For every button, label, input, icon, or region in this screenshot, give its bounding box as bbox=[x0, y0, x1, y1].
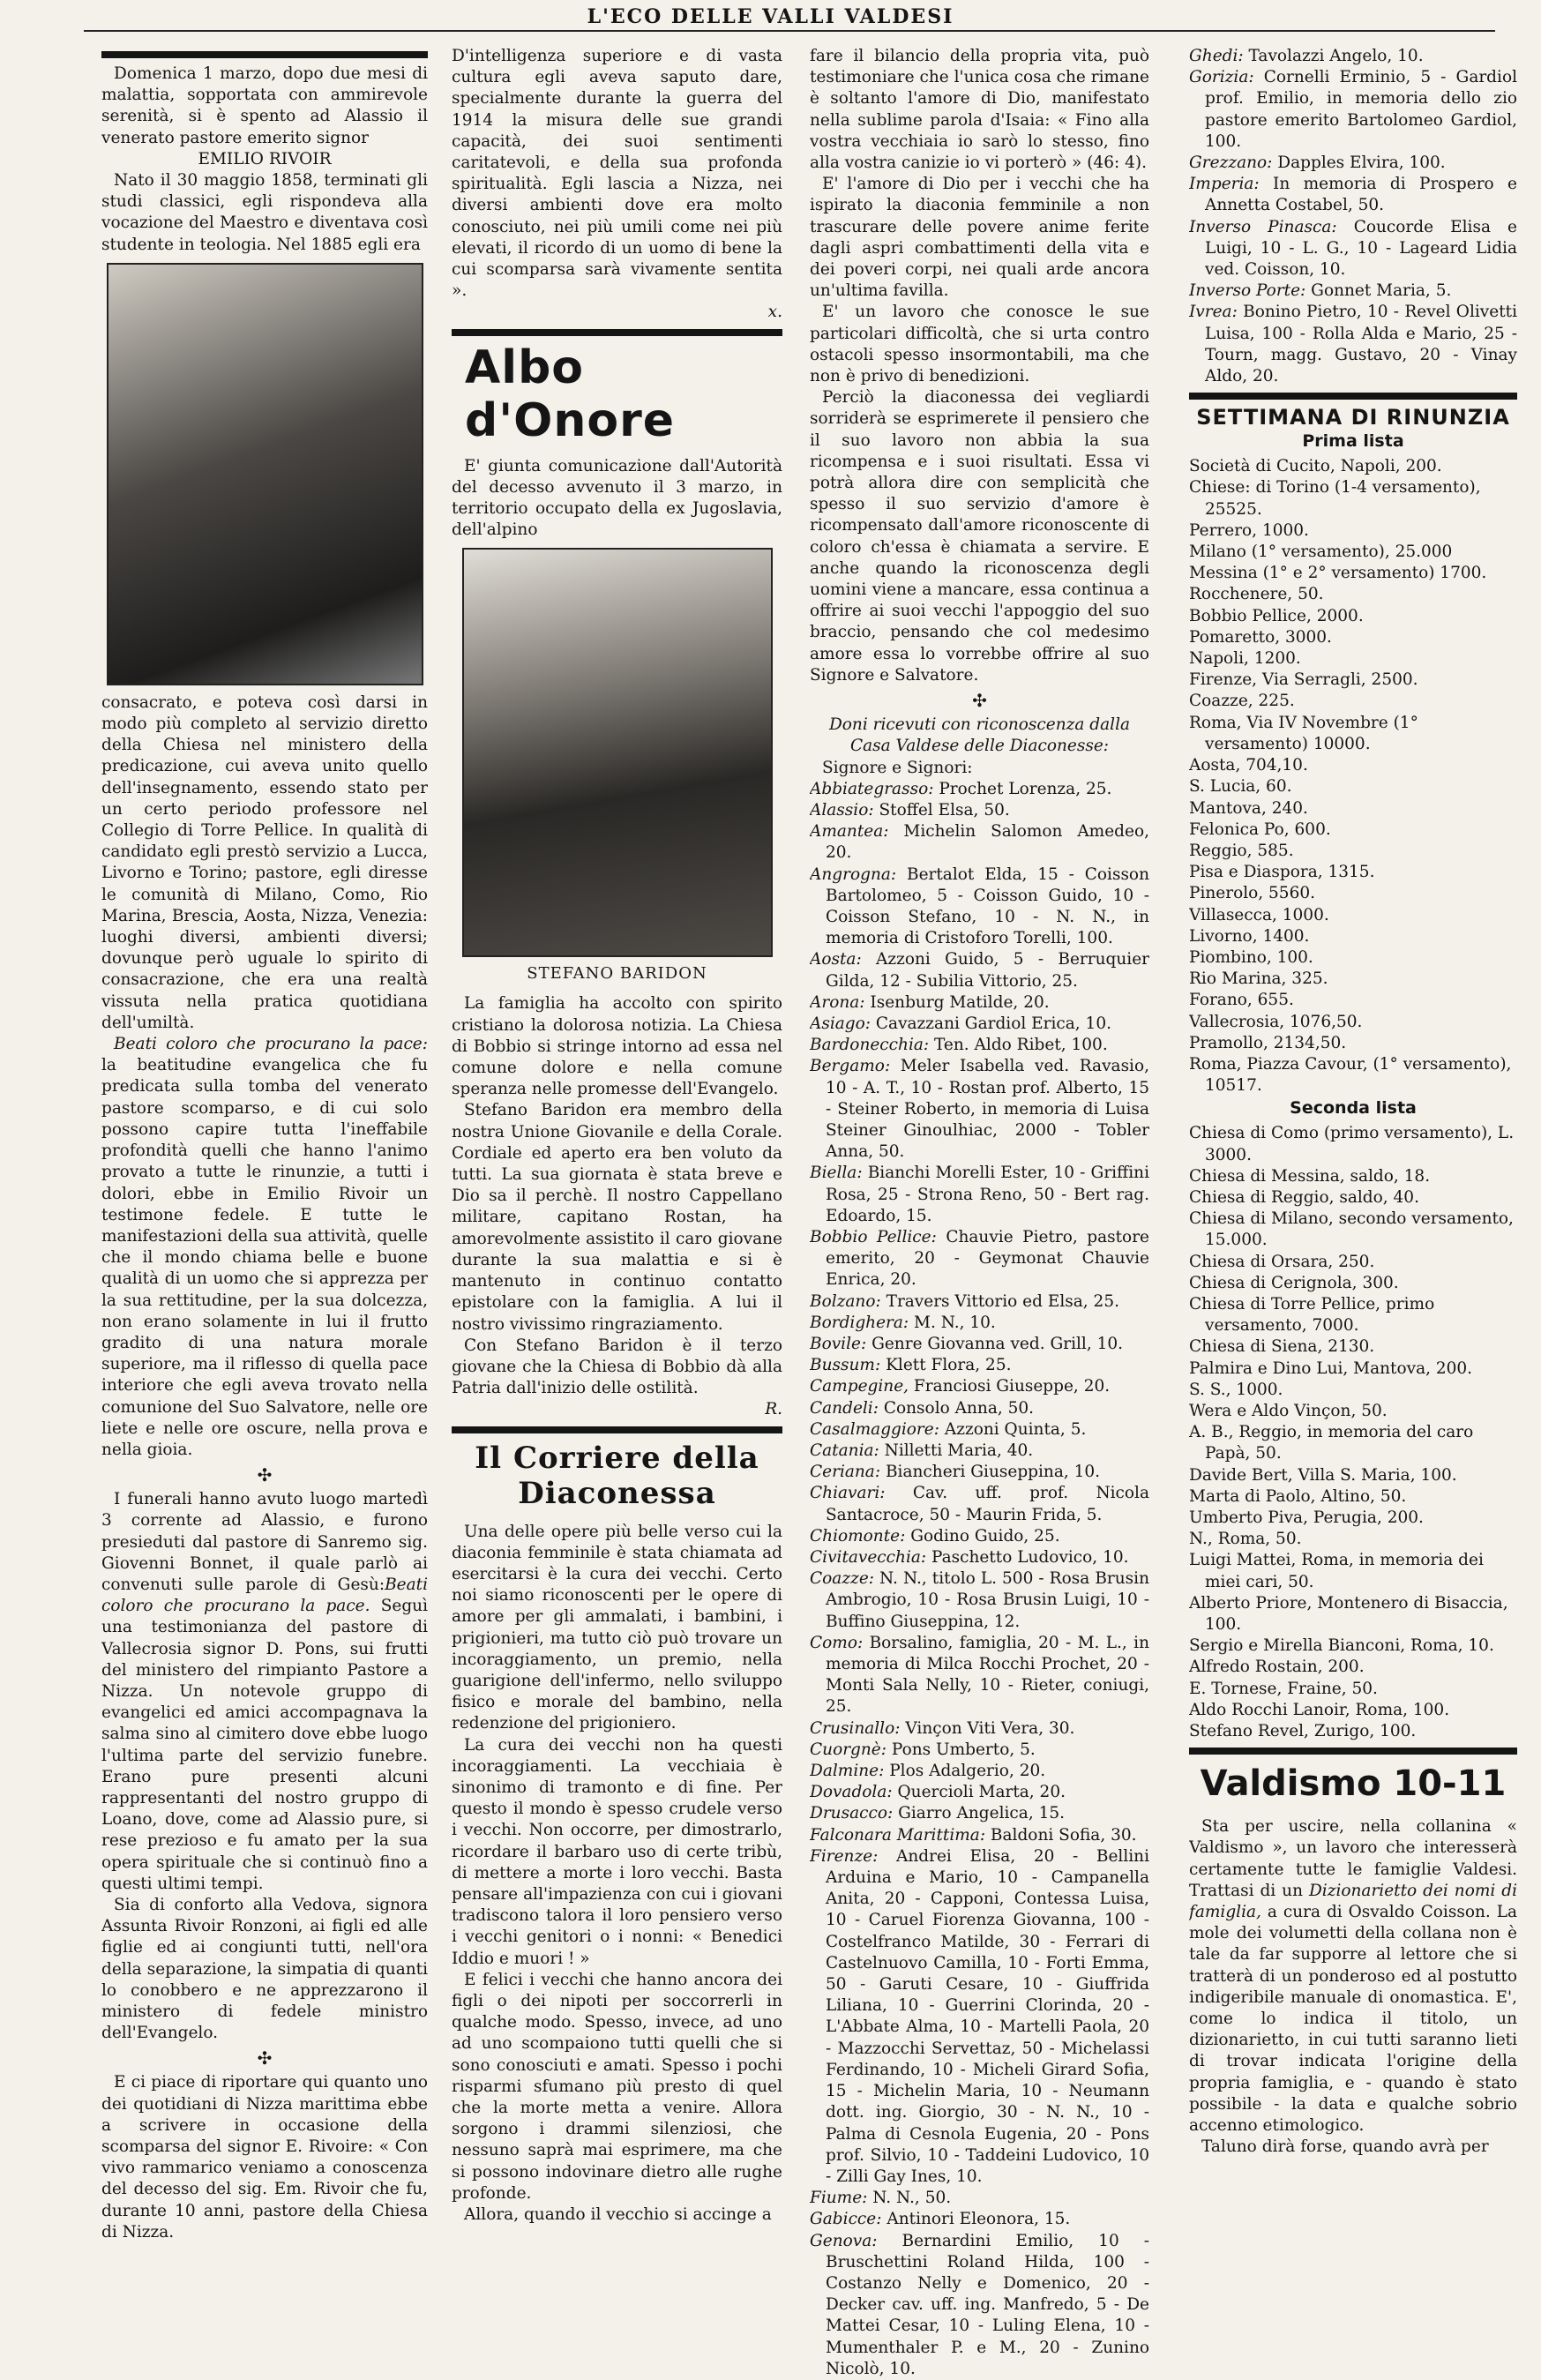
donation-entry bbox=[810, 2188, 1149, 2209]
list-item: Chiesa di Torre Pellice, primo versamento, 7000. bbox=[1189, 1294, 1435, 1336]
obituary-p4 bbox=[101, 1489, 428, 1895]
donation-entry bbox=[1189, 302, 1517, 387]
donation-location: Dovadola: bbox=[810, 1783, 893, 1802]
donation-donors: Michelin Salomon Amedeo, 20. bbox=[826, 822, 1149, 863]
list-item: N., Roma, 50. bbox=[1189, 1530, 1302, 1549]
donations-list-continued bbox=[1189, 46, 1517, 387]
donation-location: Genova: bbox=[810, 2231, 878, 2250]
donation-entry bbox=[810, 1740, 1149, 1761]
list-item: Reggio, 585. bbox=[1189, 841, 1294, 860]
donation-entry bbox=[810, 779, 1149, 800]
donation-entry bbox=[810, 1462, 1149, 1483]
obituary-p3 bbox=[101, 1034, 428, 1461]
donation-donors: Coucorde Elisa e Luigi, 10 - L. G., 10 - Lageard Lidia ved. Coisson, 10. bbox=[1205, 217, 1517, 280]
donation-location: Inverso Porte: bbox=[1189, 281, 1306, 301]
donation-donors: N. N., titolo L. 500 - Rosa Brusin Ambrogio, 10 - Rosa Brusin Luigi, 10 - Buffino Giuseppina, 12. bbox=[826, 1569, 1149, 1631]
list-item: Marta di Paolo, Altino, 50. bbox=[1189, 1486, 1407, 1506]
donation-donors: Bertalot Elda, 15 - Coisson Bartolomeo, 5 - Coisson Guido, 10 - Coisson Stefano, 10 - N. N., in memoria di Cristoforo Torelli, 100. bbox=[826, 864, 1149, 948]
donation-entry bbox=[810, 1419, 1149, 1441]
donation-entry bbox=[810, 1825, 1149, 1846]
donation-donors: Bianchi Morelli Ester, 10 - Griffini Rosa, 25 - Strona Reno, 50 - Bert rag. Edoardo, 15. bbox=[826, 1164, 1149, 1225]
list-item: Aldo Rocchi Lanoir, Roma, 100. bbox=[1189, 1700, 1450, 1719]
donation-donors: Baldoni Sofia, 30. bbox=[985, 1825, 1137, 1845]
column-1 bbox=[101, 46, 428, 2243]
signature-r: R. bbox=[765, 1400, 782, 1419]
donation-location: Drusacco: bbox=[810, 1804, 894, 1823]
corriere-p4: Allora, quando il vecchio si accinge a bbox=[464, 2205, 772, 2225]
column-2 bbox=[452, 46, 782, 2226]
donation-entry bbox=[810, 1376, 1149, 1397]
donation-entry bbox=[810, 1398, 1149, 1419]
settimana-title: SETTIMANA DI RINUNZIA bbox=[1196, 405, 1510, 430]
donation-donors: Chauvie Pietro, pastore emerito, 20 - Geymonat Chauvie Enrica, 20. bbox=[826, 1227, 1149, 1290]
donation-donors: Azzoni Quinta, 5. bbox=[939, 1419, 1087, 1439]
donation-location: Ceriana: bbox=[810, 1463, 881, 1482]
donation-donors: Antinori Eleonora, 15. bbox=[881, 2210, 1071, 2229]
obituary-p6: E ci piace di riportare qui quanto uno dei quotidiani di Nizza marittima ebbe a scrivere in occasione della scomparsa del signor E. Rivoire: « Con vivo rammarico veniamo a conoscenza del decesso del sig. Em. Rivoir che fu, durante 10 anni, pastore della Chiesa di Nizza. bbox=[101, 2073, 428, 2242]
list-item: E. Tornese, Fraine, 50. bbox=[1189, 1679, 1378, 1698]
donation-donors: Genre Giovanna ved. Grill, 10. bbox=[866, 1334, 1124, 1353]
section-rule bbox=[452, 1426, 782, 1433]
donation-location: Ivrea: bbox=[1189, 303, 1238, 322]
list-item: Chiesa di Messina, saldo, 18. bbox=[1189, 1166, 1431, 1186]
donation-entry bbox=[810, 2209, 1149, 2230]
donation-donors: Dapples Elvira, 100. bbox=[1272, 153, 1446, 173]
soldier-photo bbox=[462, 548, 773, 957]
list-item: Napoli, 1200. bbox=[1189, 649, 1301, 669]
obituary-p5: Sia di conforto alla Vedova, signora Assunta Rivoir Ronzoni, ai figli ed alle figlie ed ai congiunti tutti, nell'ora della separazione, la simpatia di quanti lo conobbero e ne apprezzarono il ministero di fedele ministro dell'Evangelo. bbox=[101, 1896, 428, 2043]
corriere-p8: Perciò la diaconessa dei vegliardi sorriderà se esprimerete il pensiero che il suo lavoro non abbia la sua ricompensa e i suoi risultati. Essa vi potrà allora dire con semplicità che spesso il suo servizio d'amore è ricompensato dall'amore riconoscente di coloro ch'essa è chiamata a servire. E anche quando la riconoscenza degli uomini viene a mancare, essa continua a offrire ai suoi vecchi l'appoggio del suo braccio, pensando che col medesimo amore essa lo vorrebbe offrire al suo Signore e Salvatore. bbox=[810, 388, 1149, 685]
donation-location: Angrogna: bbox=[810, 864, 897, 884]
list-item: Roma, Piazza Cavour, (1° versamento), 10517. bbox=[1189, 1054, 1512, 1096]
donation-donors: Azzoni Guido, 5 - Berruquier Gilda, 12 - Subilia Vittorio, 25. bbox=[826, 950, 1149, 991]
list-item: Chiesa di Orsara, 250. bbox=[1189, 1252, 1375, 1271]
column-3 bbox=[810, 46, 1149, 2380]
donation-donors: Tavolazzi Angelo, 10. bbox=[1243, 47, 1424, 65]
donation-donors: Ten. Aldo Ribet, 100. bbox=[929, 1036, 1108, 1055]
albo-p2: La famiglia ha accolto con spirito cristiano la dolorosa notizia. La Chiesa di Bobbio si stringe intorno ad essa nel comune dolore e nella comune speranza nelle promesse dell'Evangelo. bbox=[452, 994, 782, 1099]
list-item: Piombino, 100. bbox=[1189, 947, 1313, 967]
list-item: Felonica Po, 600. bbox=[1189, 820, 1331, 839]
donation-location: Gorizia: bbox=[1189, 68, 1254, 87]
donation-location: Crusinallo: bbox=[810, 1718, 901, 1738]
list-item: Rocchenere, 50. bbox=[1189, 585, 1324, 604]
corriere-p7: E' un lavoro che conosce le sue particolari difficoltà, che si urta contro ostacoli spesso insormontabili, ma che non è privo di benedizioni. bbox=[810, 303, 1149, 386]
donation-location: Cuorgnè: bbox=[810, 1740, 886, 1759]
prima-lista bbox=[1189, 456, 1517, 1096]
donation-location: Bolzano: bbox=[810, 1291, 881, 1311]
donation-location: Bordighera: bbox=[810, 1313, 909, 1332]
donation-location: Abbiategrasso: bbox=[810, 779, 934, 798]
list-item: Mantova, 240. bbox=[1189, 798, 1308, 818]
corriere-p6: E' l'amore di Dio per i vecchi che ha ispirato la diaconia femminile a non trascurare delle povere anime ferite dagli aspri combattimenti della vita e dei poveri corpi, nei quali arde ancora un'ultima favilla. bbox=[810, 175, 1149, 301]
donation-entry bbox=[1189, 67, 1517, 153]
donation-location: Chiavari: bbox=[810, 1484, 886, 1503]
donation-donors: Godino Guido, 25. bbox=[905, 1526, 1060, 1546]
donation-location: Bussum: bbox=[810, 1356, 881, 1375]
obituary-p7: D'intelligenza superiore e di vasta cultura egli aveva saputo dare, specialmente durante la guerra del 1914 la misura delle sue grandi capacità, dei suoi sentimenti caritatevoli, e della sua profonda spiritualità. Egli lascia a Nizza, nei diversi ambienti dove era molto conosciuto, nei più umili come nei più elevati, il ricordo di un uomo di bene la cui scomparsa sarà vivamente sentita ». bbox=[452, 47, 782, 301]
section-rule bbox=[452, 329, 782, 336]
section-rule bbox=[1189, 1748, 1517, 1755]
obituary-p4-italic: Beati coloro che procurano la pace. bbox=[101, 1575, 428, 1616]
donation-entry bbox=[810, 1313, 1149, 1334]
donation-entry bbox=[810, 1355, 1149, 1376]
donation-location: Falconara Marittima: bbox=[810, 1825, 986, 1845]
donation-donors: N. N., 50. bbox=[867, 2189, 952, 2208]
donation-donors: In memoria di Prospero e Annetta Costabel, 50. bbox=[1205, 175, 1517, 215]
donations-list bbox=[810, 779, 1149, 2380]
list-item: Chiese: di Torino (1-4 versamento), 25525. bbox=[1189, 478, 1481, 519]
list-item: Davide Bert, Villa S. Maria, 100. bbox=[1189, 1465, 1457, 1485]
cross-icon: ✣ bbox=[257, 1464, 273, 1486]
donation-donors: Plos Adalgerio, 20. bbox=[884, 1762, 1046, 1781]
donation-location: Gabicce: bbox=[810, 2210, 882, 2229]
list-item: Pomaretto, 3000. bbox=[1189, 627, 1332, 647]
list-item: Chiesa di Siena, 2130. bbox=[1189, 1337, 1375, 1357]
masthead: L'ECO DELLE VALLI VALDESI bbox=[587, 5, 954, 28]
list-item: Forano, 655. bbox=[1189, 991, 1294, 1010]
donation-entry bbox=[810, 1056, 1149, 1163]
doni-heading: Doni ricevuti con riconoscenza dalla Casa Valdese delle Diaconesse: bbox=[828, 715, 1131, 756]
donation-donors: Franciosi Giuseppe, 20. bbox=[909, 1377, 1111, 1396]
donation-donors: Andrei Elisa, 20 - Bellini Arduina e Mario, 10 - Campanella Anita, 20 - Capponi, Contessa Luisa, 10 - Caruel Fiorenza Giovanna, 100 - Costelfranco Matilde, 30 - Ferrari di Castelnuovo Camilla, 10 - Forti Emma, 50 - Garuti Cesare, 10 - Giuffrida Liliana, 10 - Guerrini Clorinda, 20 - L'Abbate Alma, 10 - Martelli Paola, 20 - Mazzocchi Servettaz, 50 - Michelassi Ferdinando, 10 - Micheli Girard Sofia, 15 - Michelin Maria, 10 - Neumann dott. ing. Giorgio, 30 - N. N., 10 - Palma di Cesnola Eugenia, 20 - Pons prof. Silvio, 10 - Taddeini Ludovico, 10 - Zilli Gay Ines, 10. bbox=[826, 1846, 1149, 2186]
donation-entry bbox=[1189, 217, 1517, 281]
list-item: Alberto Priore, Montenero di Bisaccia, 100. bbox=[1189, 1593, 1508, 1635]
donation-donors: Klett Flora, 25. bbox=[880, 1356, 1012, 1375]
corriere-title: Il Corriere della Diaconessa bbox=[475, 1440, 759, 1511]
donation-entry bbox=[1189, 174, 1517, 216]
list-item: Chiesa di Milano, secondo versamento, 15.000. bbox=[1189, 1209, 1514, 1250]
donation-donors: Prochet Lorenza, 25. bbox=[933, 779, 1112, 798]
valdismo-p1a: Sta per uscire, nella collanina « Valdismo », un lavoro che interesserà certamente tutte le famiglie Valdesi. Trattasi di un bbox=[1189, 1817, 1517, 1900]
list-item: Chiesa di Como (primo versamento), L. 3000. bbox=[1189, 1124, 1515, 1164]
donation-entry bbox=[810, 1035, 1149, 1056]
donation-entry bbox=[810, 1334, 1149, 1355]
donation-donors: Gonnet Maria, 5. bbox=[1305, 281, 1452, 301]
donation-entry bbox=[810, 1568, 1149, 1633]
donation-location: Fiume: bbox=[810, 2189, 868, 2208]
list-item: Perrero, 1000. bbox=[1189, 520, 1309, 540]
signature-x: x. bbox=[767, 303, 782, 322]
donation-donors: Quercioli Marta, 20. bbox=[892, 1783, 1066, 1802]
obituary-p1: Nato il 30 maggio 1858, terminati gli studi classici, egli rispondeva alla vocazione del Maestro e diventava così studente in teologia. Nel 1885 egli era bbox=[101, 171, 428, 254]
list-item: Sergio e Mirella Bianconi, Roma, 10. bbox=[1189, 1636, 1494, 1656]
donation-donors: Stoffel Elsa, 50. bbox=[873, 800, 1010, 820]
list-item: Stefano Revel, Zurigo, 100. bbox=[1189, 1722, 1417, 1741]
list-item: Società di Cucito, Napoli, 200. bbox=[1189, 457, 1442, 476]
list-item: Roma, Via IV Novembre (1° versamento) 10000. bbox=[1189, 713, 1418, 753]
list-item: Pisa e Diaspora, 1315. bbox=[1189, 863, 1375, 882]
donation-location: Como: bbox=[810, 1633, 864, 1652]
list-item: Chiesa di Reggio, saldo, 40. bbox=[1189, 1187, 1419, 1207]
donation-entry bbox=[1189, 281, 1517, 302]
donation-location: Inverso Pinasca: bbox=[1189, 217, 1337, 236]
list-item: Pinerolo, 5560. bbox=[1189, 884, 1315, 903]
albo-onore-title: Albo d'Onore bbox=[465, 341, 676, 447]
photo-caption: STEFANO BARIDON bbox=[527, 964, 707, 984]
donation-donors: Pons Umberto, 5. bbox=[886, 1740, 1036, 1759]
donation-entry bbox=[810, 864, 1149, 950]
donation-entry bbox=[810, 821, 1149, 864]
list-item: Coazze, 225. bbox=[1189, 692, 1295, 711]
obituary-name: EMILIO RIVOIR bbox=[198, 149, 332, 168]
donation-entry bbox=[1189, 153, 1517, 174]
donation-location: Casalmaggiore: bbox=[810, 1419, 939, 1439]
donation-location: Asiago: bbox=[810, 1014, 871, 1033]
valdismo-p1b: a cura di Osvaldo Coisson. La mole dei volumetti della collana non è tale da far supporre al lettore che si tratterà di un ponderoso ed al postutto indigeribile manuale di onomastica. E', come lo indica il titolo, un dizionarietto, in cui tutti saranno lieti di trovar indicata l'origine della propria famiglia, e - quando è stato possibile - la data e qualche sobrio accenno etimologico. bbox=[1189, 1903, 1517, 2136]
seconda-lista-title: Seconda lista bbox=[1290, 1098, 1417, 1119]
donation-entry bbox=[810, 1014, 1149, 1035]
cross-icon: ✣ bbox=[257, 2047, 273, 2069]
list-item: Palmira e Dino Lui, Mantova, 200. bbox=[1189, 1358, 1473, 1378]
section-rule bbox=[1189, 393, 1517, 400]
list-item: Milano (1° versamento), 25.000 bbox=[1189, 543, 1453, 562]
column-4 bbox=[1189, 46, 1517, 2158]
list-item: Bobbio Pellice, 2000. bbox=[1189, 606, 1364, 625]
section-rule bbox=[101, 51, 428, 58]
list-item: S. Lucia, 60. bbox=[1189, 777, 1292, 797]
obituary-p3-text: la beatitudine evangelica che fu predicata sulla tomba del venerato pastore scomparso, e di cui solo possono capire tutta l'ineffabile profondità quelli che hanno l'animo provato a tutte le rinunzie, a tutti i dolori, ebbe in Emilio Rivoir un testimone fedele. E tutte le manifestazioni della sua attività, quelle che il mondo chiama belle e buone qualità di un uomo che si apprezza per la sua rettitudine, per la sua dolcezza, non erano solamente in lui il frutto gradito di una natura morale superiore, ma il riflesso di quella pace interiore che egli aveva trovato nella comunione del Suo Salvatore, nelle ore liete e nelle ore oscure, nella prova e nella gioia. bbox=[101, 1056, 428, 1459]
obituary-p2: consacrato, e poteva così darsi in modo più completo al servizio diretto della Chiesa nel ministero della predicazione, cui aveva unito quello dell'insegnamento, essendo stato per un certo periodo professore nel Collegio di Torre Pellice. In qualità di candidato egli prestò servizio a Lucca, Livorno e Torino; pastore, egli diresse le comunità di Milano, Como, Rio Marina, Brescia, Aosta, Nizza, Venezia: luoghi diversi, ambienti diversi; dovunque però uguale lo spirito di consacrazione, che era una realtà vissuta nella pratica quotidiana dell'umiltà. bbox=[101, 692, 428, 1032]
donation-donors: Nilletti Maria, 40. bbox=[879, 1441, 1034, 1460]
list-item: Pramollo, 2134,50. bbox=[1189, 1033, 1347, 1052]
donation-location: Bardonecchia: bbox=[810, 1036, 930, 1055]
list-item: Firenze, Via Serragli, 2500. bbox=[1189, 670, 1418, 690]
valdismo-title: Valdismo 10-11 bbox=[1200, 1763, 1507, 1805]
donation-location: Aosta: bbox=[810, 950, 862, 969]
donation-donors: Biancheri Giuseppina, 10. bbox=[880, 1463, 1101, 1482]
donation-entry bbox=[1189, 46, 1517, 67]
donation-location: Bergamo: bbox=[810, 1057, 891, 1076]
albo-p3: Stefano Baridon era membro della nostra Unione Giovanile e della Corale. Cordiale ed aperto era ben voluto da tutti. La sua giornata è stata breve e Dio sa il perchè. Il nostro Cappellano militare, capitano Rostan, ha amorevolmente assistito il caro giovane durante la sua malattia e si è mantenuto in continuo contatto epistolare con la famiglia. A lui il nostro vivissimo ringraziamento. bbox=[452, 1101, 782, 1334]
donation-donors: Consolo Anna, 50. bbox=[878, 1398, 1035, 1418]
donation-location: Dalmine: bbox=[810, 1762, 885, 1781]
donation-location: Ghedi: bbox=[1189, 47, 1244, 65]
donation-entry bbox=[810, 949, 1149, 992]
donation-donors: Giarro Angelica, 15. bbox=[893, 1804, 1066, 1823]
cross-icon: ✣ bbox=[972, 690, 987, 712]
albo-intro: E' giunta comunicazione dall'Autorità del decesso avvenuto il 3 marzo, in territorio occupato della ex Jugoslavia, dell'alpino bbox=[452, 456, 782, 540]
signori-label: Signore e Signori: bbox=[822, 758, 973, 777]
obituary-p3-italic: Beati coloro che procurano la pace: bbox=[114, 1035, 428, 1054]
donation-donors: Isenburg Matilde, 20. bbox=[864, 992, 1050, 1012]
donation-location: Arona: bbox=[810, 992, 865, 1012]
portrait-photo bbox=[107, 263, 423, 685]
list-item: Vallecrosia, 1076,50. bbox=[1189, 1012, 1363, 1031]
albo-p4: Con Stefano Baridon è il terzo giovane che la Chiesa di Bobbio dà alla Patria dall'inizio delle ostilità. bbox=[452, 1336, 782, 1398]
seconda-lista bbox=[1189, 1123, 1517, 1742]
donation-donors: Cornelli Erminio, 5 - Gardiol prof. Emilio, in memoria dello zio pastore emerito Bartolomeo Gardiol, 100. bbox=[1205, 68, 1517, 151]
donation-donors: Vinçon Viti Vera, 30. bbox=[900, 1718, 1075, 1738]
valdismo-p2: Taluno dirà forse, quando avrà per bbox=[1201, 2137, 1489, 2157]
list-item: Livorno, 1400. bbox=[1189, 926, 1310, 946]
donation-entry bbox=[810, 1633, 1149, 1718]
donation-entry bbox=[810, 1227, 1149, 1291]
donation-location: Firenze: bbox=[810, 1846, 879, 1866]
list-item: Luigi Mattei, Roma, in memoria dei miei cari, 50. bbox=[1189, 1551, 1484, 1591]
donation-entry bbox=[810, 1483, 1149, 1525]
donation-location: Coazze: bbox=[810, 1569, 874, 1589]
donation-donors: M. N., 10. bbox=[909, 1313, 996, 1332]
corriere-p3: E felici i vecchi che hanno ancora dei figli o dei nipoti per soccorrerli in qualche modo. Spesso, invece, ad uno ad uno scompaiono tutti quelli che si sono conosciuti e amati. Spesso i pochi risparmi sfumano più presto di quel che la morte metta a venire. Allora sorgono i drammi silenziosi, che nessuno saprà mai esprimere, ma che si possono indovinare dietro alle rughe profonde. bbox=[452, 1970, 782, 2203]
donation-location: Candeli: bbox=[810, 1398, 879, 1418]
list-item: Aosta, 704,10. bbox=[1189, 756, 1308, 775]
donation-donors: Cav. uff. prof. Nicola Santacroce, 50 - Maurin Frida, 5. bbox=[826, 1484, 1149, 1524]
donation-entry bbox=[810, 1441, 1149, 1462]
donation-donors: Bernardini Emilio, 10 - Bruschettini Roland Hilda, 100 - Costanzo Nelly e Domenico, 20 - Decker cav. uff. ing. Manfredo, 5 - De Mattei Cesar, 10 - Luling Elena, 10 - Mumenthaler P. e M., 20 - Zunino Nicolò, 10. bbox=[826, 2231, 1149, 2378]
list-item: A. B., Reggio, in memoria del caro Papà, 50. bbox=[1189, 1423, 1474, 1463]
list-item: Villasecca, 1000. bbox=[1189, 905, 1329, 924]
donation-location: Biella: bbox=[810, 1164, 863, 1183]
corriere-p2: La cura dei vecchi non ha questi incoraggiamenti. La vecchiaia è sinonimo di tramonto e di fine. Per questo il mondo è spesso crudele verso i vecchi. Non occorre, per dimostrarlo, ricordare il barbaro uso di certe tribù, di mettere a morte i loro vecchi. Basta pensare all'impazienza con cui i giovani tradiscono talora il loro pensiero verso i vecchi genitori o i nonni: « Benedici Iddio e muori ! » bbox=[452, 1735, 782, 1968]
donation-location: Imperia: bbox=[1189, 175, 1260, 194]
corriere-p1: Una delle opere più belle verso cui la diaconia femminile è stata chiamata ad esercitarsi è la cura dei vecchi. Certo noi siamo riconoscenti per le opere di amore per gli ammalati, i bambini, i prigionieri, ma tutto ciò può trovare un incoraggiamento, un premio, nella guarigione dell'infermo, nello sviluppo fisico e morale del bambino, nella redenzione del prigioniero. bbox=[452, 1522, 782, 1733]
masthead-rule bbox=[84, 30, 1495, 32]
list-item: Umberto Piva, Perugia, 200. bbox=[1189, 1508, 1424, 1527]
donation-entry bbox=[810, 800, 1149, 821]
donation-entry bbox=[810, 1761, 1149, 1782]
list-item: Chiesa di Cerignola, 300. bbox=[1189, 1273, 1399, 1292]
donation-location: Grezzano: bbox=[1189, 153, 1273, 173]
donation-location: Chiomonte: bbox=[810, 1526, 906, 1546]
donation-entry bbox=[810, 1846, 1149, 2188]
list-item: Alfredo Rostain, 200. bbox=[1189, 1658, 1365, 1677]
donation-entry bbox=[810, 1718, 1149, 1740]
valdismo-italic: Dizionarietto dei nomi di famiglia, bbox=[1189, 1881, 1517, 1922]
donation-location: Bovile: bbox=[810, 1334, 867, 1353]
donation-entry bbox=[810, 1803, 1149, 1824]
donation-location: Campegine, bbox=[810, 1377, 909, 1396]
donation-location: Catania: bbox=[810, 1441, 879, 1460]
donation-entry bbox=[810, 1163, 1149, 1227]
donation-donors: Travers Vittorio ed Elsa, 25. bbox=[880, 1291, 1119, 1311]
donation-entry bbox=[810, 1547, 1149, 1568]
donation-donors: Bonino Pietro, 10 - Revel Olivetti Luisa, 100 - Rolla Alda e Mario, 25 - Tourn, magg. Gustavo, 20 - Vinay Aldo, 20. bbox=[1205, 303, 1517, 386]
corriere-p5: fare il bilancio della propria vita, può testimoniare che l'unica cosa che rimane è soltanto l'amore di Dio, manifestato nella sublime parola d'Isaia: « Fino alla vostra vecchiaia io sarò lo stesso, fino alla vostra canizie io vi porterò » (46: 4). bbox=[810, 47, 1149, 173]
donation-entry bbox=[810, 1291, 1149, 1313]
list-item: Rio Marina, 325. bbox=[1189, 969, 1328, 989]
donation-location: Bobbio Pellice: bbox=[810, 1227, 937, 1246]
obituary-p4b: Seguì una testimonianza del pastore di Vallecrosia signor D. Pons, sui frutti del ministero del rimpianto Pastore a Nizza. Un notevole gruppo di evangelici ed amici accompagnava la salma sino al cimitero dove ebbe luogo l'ultima parte del servizio funebre. Erano pure presenti alcuni rappresentanti del nostro gruppo di Loano, dove, come ad Alassio pure, si rese prezioso e fu amato per la sua opera spirituale che si continuò fino a questi ultimi tempi. bbox=[101, 1597, 428, 1893]
donation-entry bbox=[810, 1526, 1149, 1547]
donation-entry bbox=[810, 1782, 1149, 1803]
donation-location: Civitavecchia: bbox=[810, 1548, 927, 1568]
obituary-intro: Domenica 1 marzo, dopo due mesi di malattia, sopportata con ammirevole serenità, si è spento ad Alassio il venerato pastore emerito signor bbox=[101, 64, 428, 147]
donation-location: Alassio: bbox=[810, 800, 874, 820]
list-item: Messina (1° e 2° versamento) 1700. bbox=[1189, 564, 1487, 583]
obituary-p4a: I funerali hanno avuto luogo martedì 3 corrente ad Alassio, e furono presieduti dal pastore di Sanremo sig. Giovenni Bonnet, il quale parlò ai convenuti sulle parole di Gesù: bbox=[101, 1490, 428, 1594]
valdismo-p1 bbox=[1189, 1816, 1517, 2137]
donation-location: Amantea: bbox=[810, 822, 889, 842]
donation-donors: Borsalino, famiglia, 20 - M. L., in memoria di Milca Rocchi Prochet, 20 - Monti Sala Nelly, 10 - Rieter, coniugi, 25. bbox=[826, 1633, 1149, 1717]
donation-entry bbox=[810, 992, 1149, 1014]
donation-donors: Paschetto Ludovico, 10. bbox=[926, 1548, 1129, 1568]
donation-donors: Meler Isabella ved. Ravasio, 10 - A. T., 10 - Rostan prof. Alberto, 15 - Steiner Roberto, in memoria di Luisa Steiner Ginoulhiac, 2000 - Tobler Anna, 50. bbox=[826, 1057, 1149, 1162]
list-item: S. S., 1000. bbox=[1189, 1380, 1283, 1399]
donation-donors: Cavazzani Gardiol Erica, 10. bbox=[871, 1014, 1111, 1033]
prima-lista-title: Prima lista bbox=[1302, 431, 1404, 452]
donation-entry bbox=[810, 2231, 1149, 2380]
list-item: Wera e Aldo Vinçon, 50. bbox=[1189, 1401, 1388, 1420]
